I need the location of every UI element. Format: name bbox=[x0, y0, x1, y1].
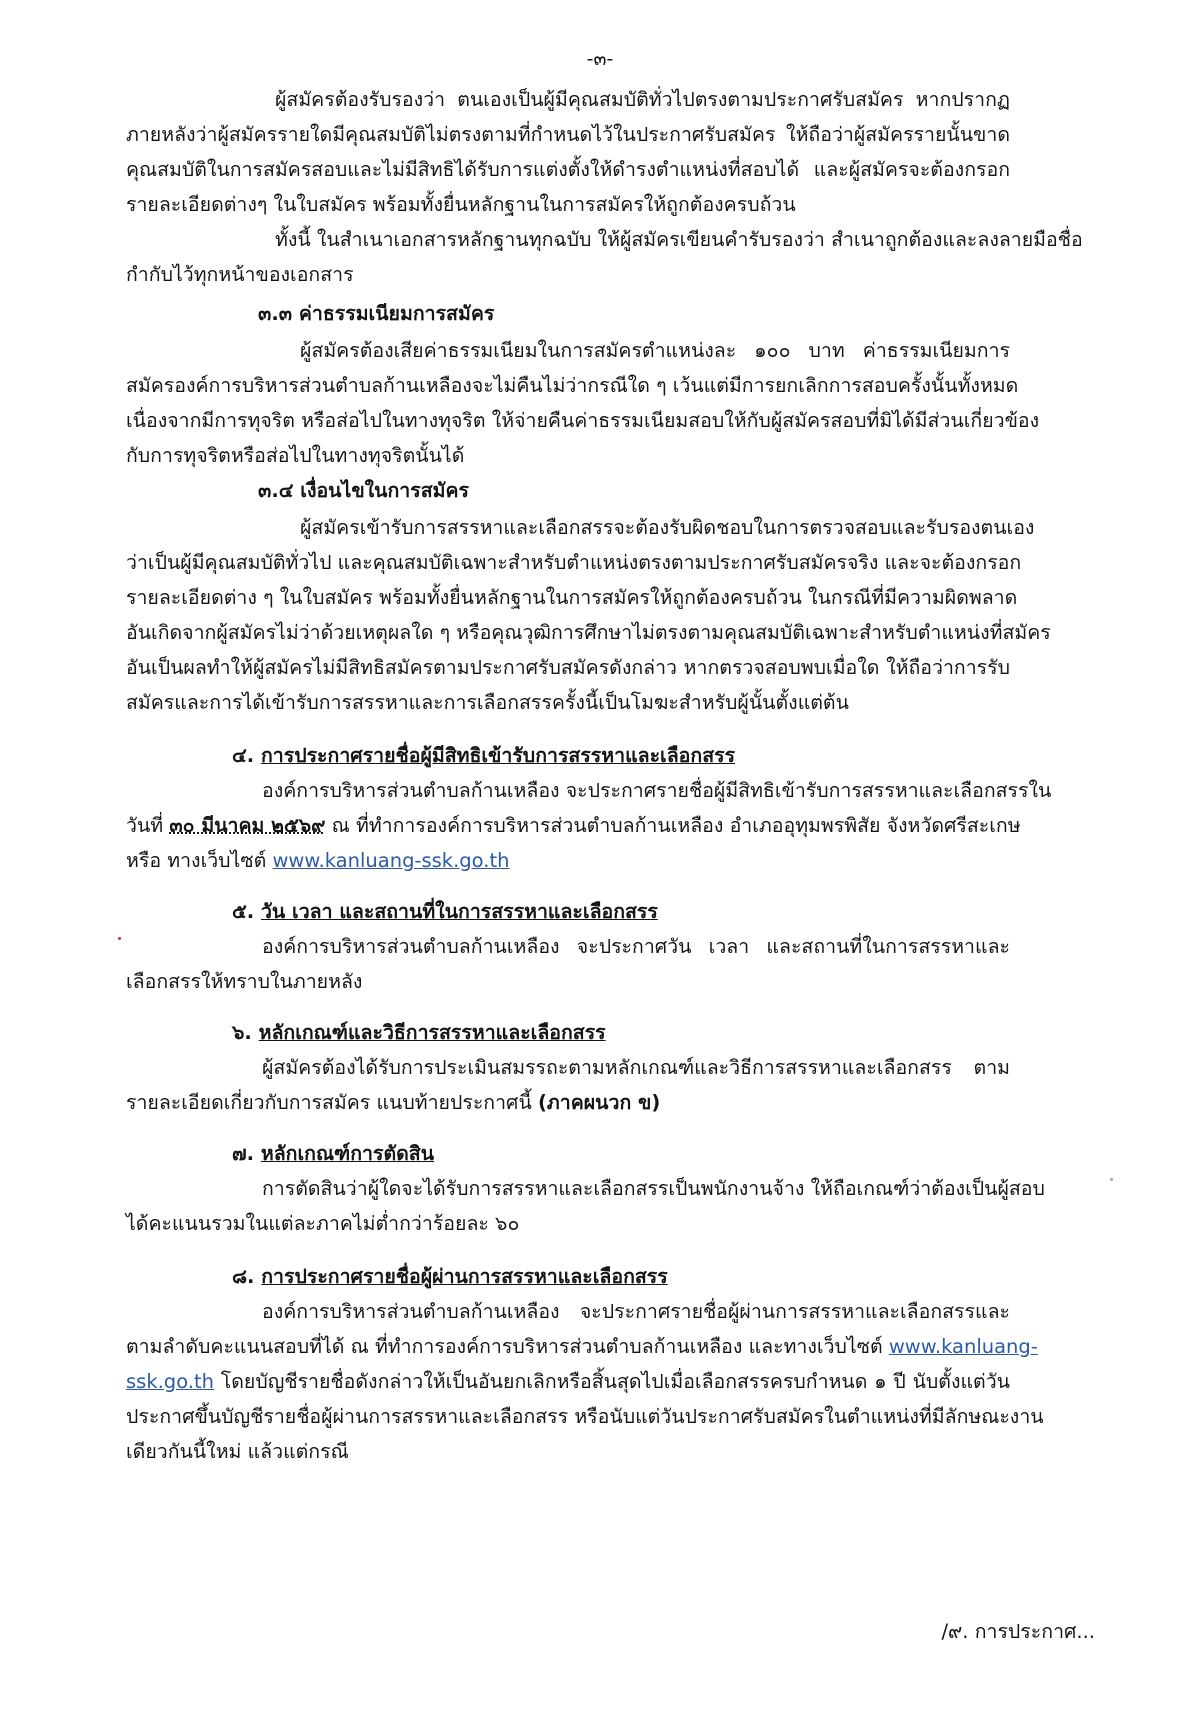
page-number: -๓- bbox=[586, 48, 614, 70]
paragraph-line: รายละเอียดต่าง ๆ ในใบสมัคร พร้อมทั้งยื่นหลักฐานในการสมัครให้ถูกต้องครบถ้วน ในกรณีที่มีความผิดพลาด bbox=[126, 586, 1018, 609]
section-number: ๘. bbox=[232, 1265, 255, 1288]
paragraph-line bbox=[126, 812, 1021, 840]
paragraph-line: ทั้งนี้ ในสำเนาเอกสารหลักฐานทุกฉบับ ให้ผู้สมัครเขียนคำรับรองว่า สำเนาถูกต้องและลงลายมือชื่อ bbox=[275, 228, 1083, 251]
paragraph-line: เดียวกันนี้ใหม่ แล้วแต่กรณี bbox=[126, 1440, 349, 1463]
website-link[interactable]: www.kanluang- bbox=[888, 1335, 1038, 1358]
section-number: ๕. bbox=[232, 900, 255, 923]
section-heading-3-4: ๓.๔ เงื่อนไขในการสมัคร bbox=[258, 479, 470, 502]
paragraph-line: รายละเอียดต่างๆ ในใบสมัคร พร้อมทั้งยื่นหลักฐานในการสมัครให้ถูกต้องครบถ้วน bbox=[126, 193, 796, 216]
paragraph-line: องค์การบริหารส่วนตำบลก้านเหลือง จะประกาศวัน เวลา และสถานที่ในการสรรหาและ bbox=[262, 935, 1010, 958]
date-prefix: วันที่ bbox=[126, 814, 164, 837]
paragraph-line: องค์การบริหารส่วนตำบลก้านเหลือง จะประกาศรายชื่อผู้ผ่านการสรรหาและเลือกสรรและ bbox=[262, 1300, 1010, 1323]
paragraph-line bbox=[126, 1368, 1010, 1396]
paragraph-line: คุณสมบัติในการสมัครสอบและไม่มีสิทธิได้รับการแต่งตั้งให้ดำรงตำแหน่งที่สอบได้ และผู้สมัครจะต้องกรอก bbox=[126, 158, 1010, 181]
section-number: ๗. bbox=[232, 1142, 255, 1165]
section-title: หลักเกณฑ์การตัดสิน bbox=[260, 1142, 435, 1165]
section-title: การประกาศรายชื่อผู้มีสิทธิเข้ารับการสรรหาและเลือกสรร bbox=[260, 744, 736, 767]
paragraph-line: ประกาศขึ้นบัญชีรายชื่อผู้ผ่านการสรรหาและเลือกสรร หรือนับแต่วันประกาศรับสมัครในตำแหน่งที่มีลักษณะงาน bbox=[126, 1405, 1044, 1428]
section-title: วัน เวลา และสถานที่ในการสรรหาและเลือกสรร bbox=[260, 900, 658, 923]
paragraph-line: สมัครและการได้เข้ารับการสรรหาและการเลือกสรรครั้งนี้เป็นโมฆะสำหรับผู้นั้นตั้งแต่ต้น bbox=[126, 691, 849, 714]
website-link[interactable]: www.kanluang-ssk.go.th bbox=[272, 849, 510, 872]
website-link-continued[interactable]: ssk.go.th bbox=[126, 1370, 214, 1393]
paragraph-line: เนื่องจากมีการทุจริต หรือส่อไปในทางทุจริต ให้จ่ายคืนค่าธรรมเนียมสอบให้กับผู้สมัครสอบที่มิได้มีส่วนเกี่ยวข้อง bbox=[126, 409, 1040, 432]
section-heading-7 bbox=[232, 1140, 434, 1168]
annex-reference: (ภาคผนวก ข) bbox=[537, 1091, 661, 1114]
website-prefix: ตามลำดับคะแนนสอบที่ได้ ณ ที่ทำการองค์การบริหารส่วนตำบลก้านเหลือง และทางเว็บไซต์ bbox=[126, 1335, 883, 1358]
paragraph-line: องค์การบริหารส่วนตำบลก้านเหลือง จะประกาศรายชื่อผู้มีสิทธิเข้ารับการสรรหาและเลือกสรรใน bbox=[262, 779, 1052, 802]
annex-prefix: รายละเอียดเกี่ยวกับการสมัคร แนบท้ายประกาศนี้ bbox=[126, 1091, 532, 1114]
paragraph-line: เลือกสรรให้ทราบในภายหลัง bbox=[126, 970, 363, 993]
section-heading-3-3: ๓.๓ ค่าธรรมเนียมการสมัคร bbox=[258, 302, 495, 325]
paragraph-line: สมัครองค์การบริหารส่วนตำบลก้านเหลืองจะไม่คืนไม่ว่ากรณีใด ๆ เว้นแต่มีการยกเลิกการสอบครั้งนั้นทั้งหมด bbox=[126, 374, 1019, 397]
section-title: หลักเกณฑ์และวิธีการสรรหาและเลือกสรร bbox=[258, 1021, 606, 1044]
scan-speck bbox=[1110, 1178, 1113, 1181]
paragraph-line: ผู้สมัครต้องเสียค่าธรรมเนียมในการสมัครตำแหน่งละ ๑๐๐ บาท ค่าธรรมเนียมการ bbox=[300, 339, 1010, 362]
paragraph-line: ผู้สมัครต้องได้รับการประเมินสมรรถะตามหลักเกณฑ์และวิธีการสรรหาและเลือกสรร ตาม bbox=[262, 1056, 1010, 1079]
section-heading-6 bbox=[232, 1019, 606, 1047]
section-heading-8 bbox=[232, 1263, 668, 1291]
section-heading-5 bbox=[232, 898, 658, 926]
paragraph-text: โดยบัญชีรายชื่อดังกล่าวให้เป็นอันยกเลิกหรือสิ้นสุดไปเมื่อเลือกสรรครบกำหนด ๑ ปี นับตั้งแต่วัน bbox=[220, 1370, 1010, 1393]
section-heading-4 bbox=[232, 742, 735, 770]
paragraph-line: กำกับไว้ทุกหน้าของเอกสาร bbox=[126, 263, 354, 286]
paragraph-line bbox=[126, 1333, 1038, 1361]
scan-speck bbox=[118, 937, 121, 940]
paragraph-line: ผู้สมัครต้องรับรองว่า ตนเองเป็นผู้มีคุณสมบัติทั่วไปตรงตามประกาศรับสมัคร หากปรากฏ bbox=[275, 88, 1010, 111]
announcement-date: ๓๐ มีนาคม ๒๕๖๙ bbox=[169, 814, 326, 837]
section-number: ๖. bbox=[232, 1021, 252, 1044]
paragraph-line bbox=[126, 847, 509, 875]
paragraph-line: ภายหลังว่าผู้สมัครรายใดมีคุณสมบัติไม่ตรงตามที่กำหนดไว้ในประกาศรับสมัคร ให้ถือว่าผู้สมัครรายนั้นขาด bbox=[126, 123, 1010, 146]
continuation-note: /๙. การประกาศ... bbox=[941, 1620, 1095, 1643]
section-number: ๔. bbox=[232, 744, 255, 767]
paragraph-line: อันเป็นผลทำให้ผู้สมัครไม่มีสิทธิสมัครตามประกาศรับสมัครดังกล่าว หากตรวจสอบพบเมื่อใด ให้ถือว่าการรับ bbox=[126, 656, 1010, 679]
paragraph-line: การตัดสินว่าผู้ใดจะได้รับการสรรหาและเลือกสรรเป็นพนักงานจ้าง ให้ถือเกณฑ์ว่าต้องเป็นผู้สอบ bbox=[262, 1177, 1045, 1200]
paragraph-line: กับการทุจริตหรือส่อไปในทางทุจริตนั้นได้ bbox=[126, 444, 465, 467]
paragraph-line: อันเกิดจากผู้สมัครไม่ว่าด้วยเหตุผลใด ๆ หรือคุณวุฒิการศึกษาไม่ตรงตามคุณสมบัติเฉพาะสำหรับตำแหน่งที่สมัคร bbox=[126, 621, 1051, 644]
section-title: การประกาศรายชื่อผู้ผ่านการสรรหาและเลือกสรร bbox=[261, 1265, 668, 1288]
paragraph-line: ว่าเป็นผู้มีคุณสมบัติทั่วไป และคุณสมบัติเฉพาะสำหรับตำแหน่งตรงตามประกาศรับสมัครจริง และจะต้องกรอก bbox=[126, 551, 1022, 574]
paragraph-line: ผู้สมัครเข้ารับการสรรหาและเลือกสรรจะต้องรับผิดชอบในการตรวจสอบและรับรองตนเอง bbox=[300, 516, 1035, 539]
paragraph-line: ได้คะแนนรวมในแต่ละภาคไม่ต่ำกว่าร้อยละ ๖๐ bbox=[126, 1212, 520, 1235]
date-suffix: ณ ที่ทำการองค์การบริหารส่วนตำบลก้านเหลือง อำเภออุทุมพรพิสัย จังหวัดศรีสะเกษ bbox=[331, 814, 1021, 837]
website-prefix: หรือ ทางเว็บไซต์ bbox=[126, 849, 267, 872]
paragraph-line bbox=[126, 1089, 660, 1117]
